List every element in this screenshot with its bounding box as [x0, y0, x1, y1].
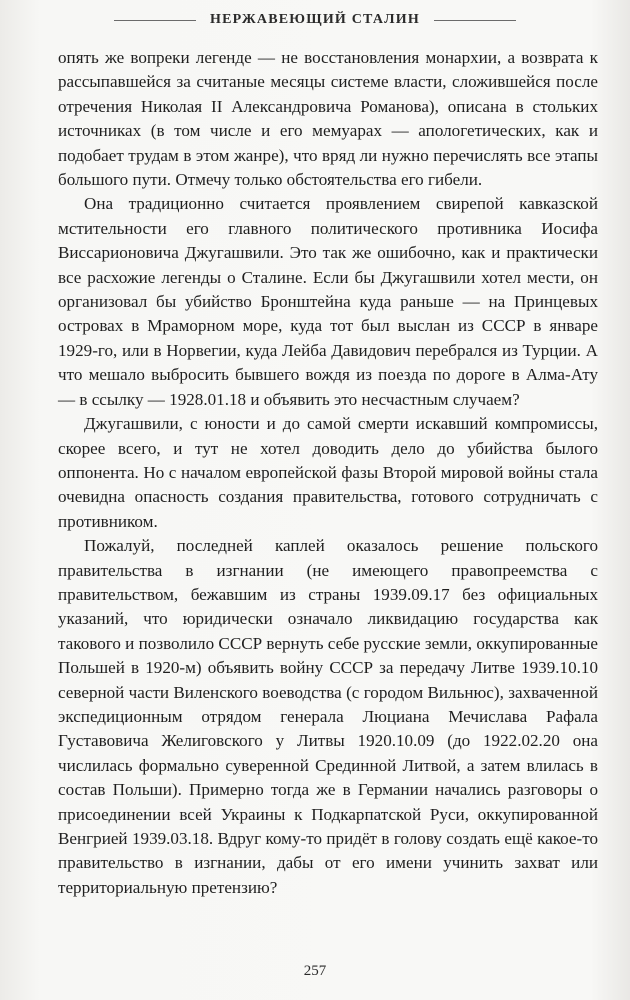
running-head-rule-left [114, 20, 196, 21]
running-title: НЕРЖАВЕЮЩИЙ СТАЛИН [209, 12, 420, 27]
paragraph-1: опять же вопреки легенде — не восстановления монархии, а возврата к рассыпавшейся за считаные месяцы системе власти, сложившейся после отречения Николая II Александровича Романова), описана в стольких источниках (в том числе и его мемуарах — апологетических, как и подобает трудам в этом жанре), что вряд ли нужно перечислять все этапы большого пути. Отмечу только обстоятельства его гибели. [58, 48, 598, 190]
paragraph-3: Джугашвили, с юности и до самой смерти искавший компромиссы, скорее всего, и тут не хотел доводить дело до убийства былого оппонента. Но с началом европейской фазы Второй мировой войны стала очевидна опасность создания правительства, готового сотрудничать с противником. [58, 414, 598, 531]
running-head [0, 12, 630, 28]
body-text [58, 46, 598, 900]
paragraph-2: Она традиционно считается проявлением свирепой кавказской мстительности его главного политического противника Иосифа Виссарионовича Джугашвили. Это так же ошибочно, как и практически все расхожие легенды о Сталине. Если бы Джугашвили хотел мести, он организовал бы убийство Бронштейна куда раньше — на Принцевых островах в Мраморном море, куда тот был выслан из СССР в январе 1929-го, или в Норвегии, куда Лейба Давидович перебрался из Турции. А что мешало выбросить бывшего вождя из поезда по дороге в Алма-Ату — в ссылку — 1928.01.18 и объявить это несчастным случаем? [58, 194, 598, 409]
paragraph-4: Пожалуй, последней каплей оказалось решение польского правительства в изгнании (не имеющего правопреемства с правительством, бежавшим из страны 1939.09.17 без официальных указаний, что юридически означало ликвидацию государства как такового и позволило СССР вернуть себе русские земли, оккупированные Польшей в 1920-м) объявить войну СССР за передачу Литве 1939.10.10 северной части Виленского воеводства (с городом Вильнюс), захваченной экспедиционным отрядом генерала Люциана Мечислава Рафала Густавовича Желиговского у Литвы 1920.10.09 (до 1922.02.20 она числилась формально суверенной Срединной Литвой, а затем влилась в состав Польши). Примерно тогда же в Германии начались разговоры о присоединении всей Украины к Подкарпатской Руси, оккупированной Венгрией 1939.03.18. Вдруг кому-то придёт в голову создать ещё какое-то правительство в изгнании, дабы от его имени учинить захват или территориальную претензию? [58, 536, 598, 897]
running-head-rule-right [434, 20, 516, 21]
page-number: 257 [303, 963, 327, 979]
